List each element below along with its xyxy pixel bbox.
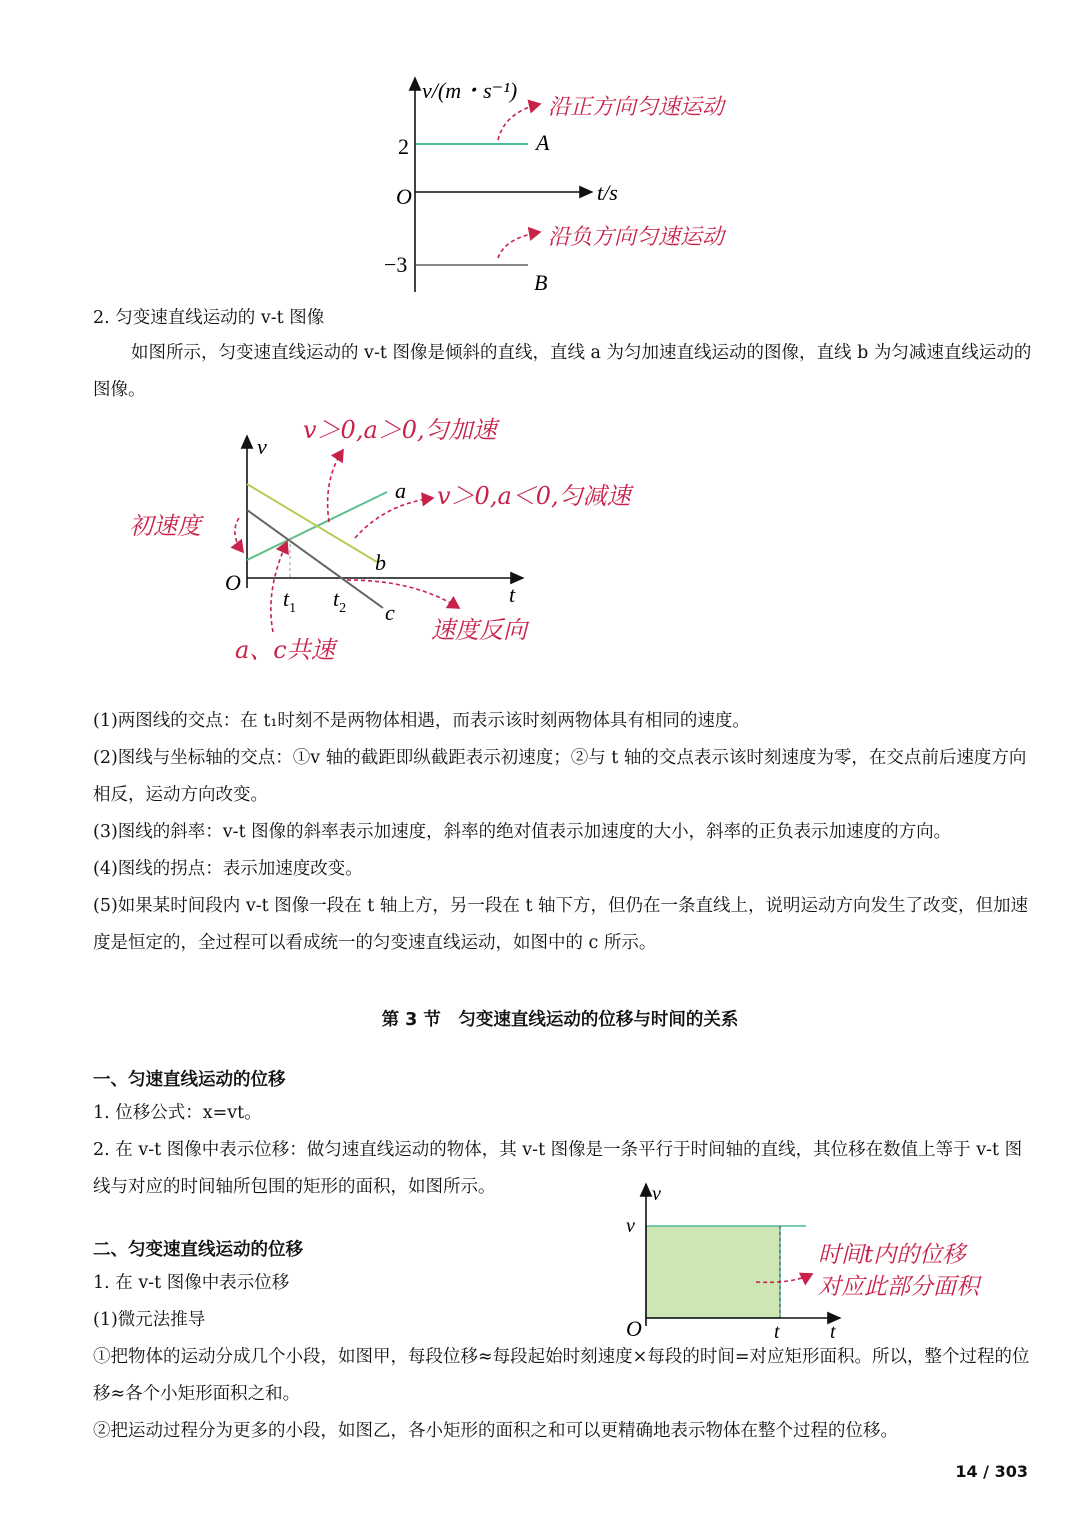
chapter-title: 第 3 节 匀变速直线运动的位移与时间的关系 (381, 1010, 739, 1030)
note-line1: 时间t内的位移 (818, 1242, 966, 1268)
v-axis-label: v (652, 1183, 661, 1205)
t-axis-label: t (509, 582, 516, 607)
line-A-label: A (536, 130, 550, 155)
line-b-label: b (375, 550, 386, 575)
part1-item2: 2. 在 v-t 图像中表示位移：做匀速直线运动的物体，其 v-t 图像是一条平行于时间轴的直线，其位移在数值上等于 v-t 图线与对应的时间轴所包围的矩形的面积，如图所示。 (93, 1140, 1023, 1197)
note-4: (4)图线的拐点：表示加速度改变。 (93, 859, 363, 879)
displacement-area (646, 1226, 780, 1318)
section2-heading: 2. 匀变速直线运动的 v-t 图像 (93, 308, 325, 328)
note-3: (3)图线的斜率：v-t 图像的斜率表示加速度，斜率的绝对值表示加速度的大小，斜率的正负表示加速度的方向。 (93, 822, 952, 842)
note-line2: 对应此部分面积 (818, 1274, 979, 1300)
part2-item4: ②把运动过程分为更多的小段，如图乙，各小矩形的面积之和可以更精确地表示物体在整个过程的位移。 (93, 1421, 898, 1441)
note-b-arrow (498, 232, 540, 258)
note-same-speed: a、c共速 (235, 636, 335, 664)
note-5: (5)如果某时间段内 v-t 图像一段在 t 轴上方，另一段在 t 轴下方，但仍在一条直线上，说明运动方向发生了改变，但加速度是恒定的，全过程可以看成统一的匀变速直线运动，如图中的 c 所示。 (93, 896, 1029, 953)
origin-label: O (626, 1316, 642, 1341)
note-reverse: 速度反向 (431, 616, 527, 644)
note-accel-arrow (328, 450, 343, 522)
note-decel-arrow (355, 498, 433, 538)
section2-paragraph: 如图所示，匀变速直线运动的 v-t 图像是倾斜的直线，直线 a 为匀加速直线运动的图像，直线 b 为匀减速直线运动的图像。 (93, 343, 1032, 400)
x-axis-label: t/s (597, 180, 618, 205)
part2-item2: (1)微元法推导 (93, 1310, 206, 1330)
figure-displacement-area (612, 1178, 1032, 1343)
note-b: 沿负方向匀速运动 (548, 225, 725, 250)
note-initial: 初速度 (129, 512, 201, 540)
t-tick: t (774, 1321, 780, 1343)
v-axis-label: v (257, 434, 267, 459)
line-B-label: B (534, 270, 548, 295)
part2-item1: 1. 在 v-t 图像中表示位移 (93, 1273, 290, 1293)
page-number: 14 / 303 (955, 1462, 1028, 1481)
part2-heading: 二、匀变速直线运动的位移 (93, 1240, 303, 1260)
t-axis-label: t (830, 1321, 836, 1343)
tick-2: 2 (398, 134, 409, 159)
v-tick: v (626, 1215, 635, 1237)
note-a-arrow (498, 104, 540, 140)
part1-item1: 1. 位移公式：x=vt。 (93, 1103, 262, 1123)
note-2: (2)图线与坐标轴的交点：①v 轴的截距即纵截距表示初速度；②与 t 轴的交点表示该时刻速度为零，在交点前后速度方向相反，运动方向改变。 (93, 748, 1027, 805)
t2-label: $t_2$ (333, 586, 347, 616)
figure-uniform-motion-vt (380, 72, 800, 300)
origin-label: O (225, 570, 241, 595)
origin-label: O (396, 184, 412, 209)
figure-varied-motion-vt (115, 410, 695, 690)
tick-neg3: −3 (384, 252, 408, 277)
line-a-label: a (395, 478, 406, 503)
note-decel: v＞0,a＜0,匀减速 (437, 482, 631, 510)
note-initial-arrow (235, 518, 243, 552)
note-a: 沿正方向匀速运动 (548, 95, 725, 120)
part1-heading: 一、匀速直线运动的位移 (93, 1070, 286, 1090)
note-1: (1)两图线的交点：在 t₁时刻不是两物体相遇，而表示该时刻两物体具有相同的速度。 (93, 711, 750, 731)
t1-label: $t_1$ (283, 586, 297, 616)
line-c-label: c (385, 600, 395, 625)
y-axis-label: v/(m・s⁻¹) (422, 78, 518, 103)
note-accel: v＞0,a＞0,匀加速 (303, 416, 497, 444)
part2-item3: ①把物体的运动分成几个小段，如图甲，每段位移≈每段起始时刻速度×每段的时间=对应矩形面积。所以，整个过程的位移≈各个小矩形面积之和。 (93, 1347, 1030, 1404)
